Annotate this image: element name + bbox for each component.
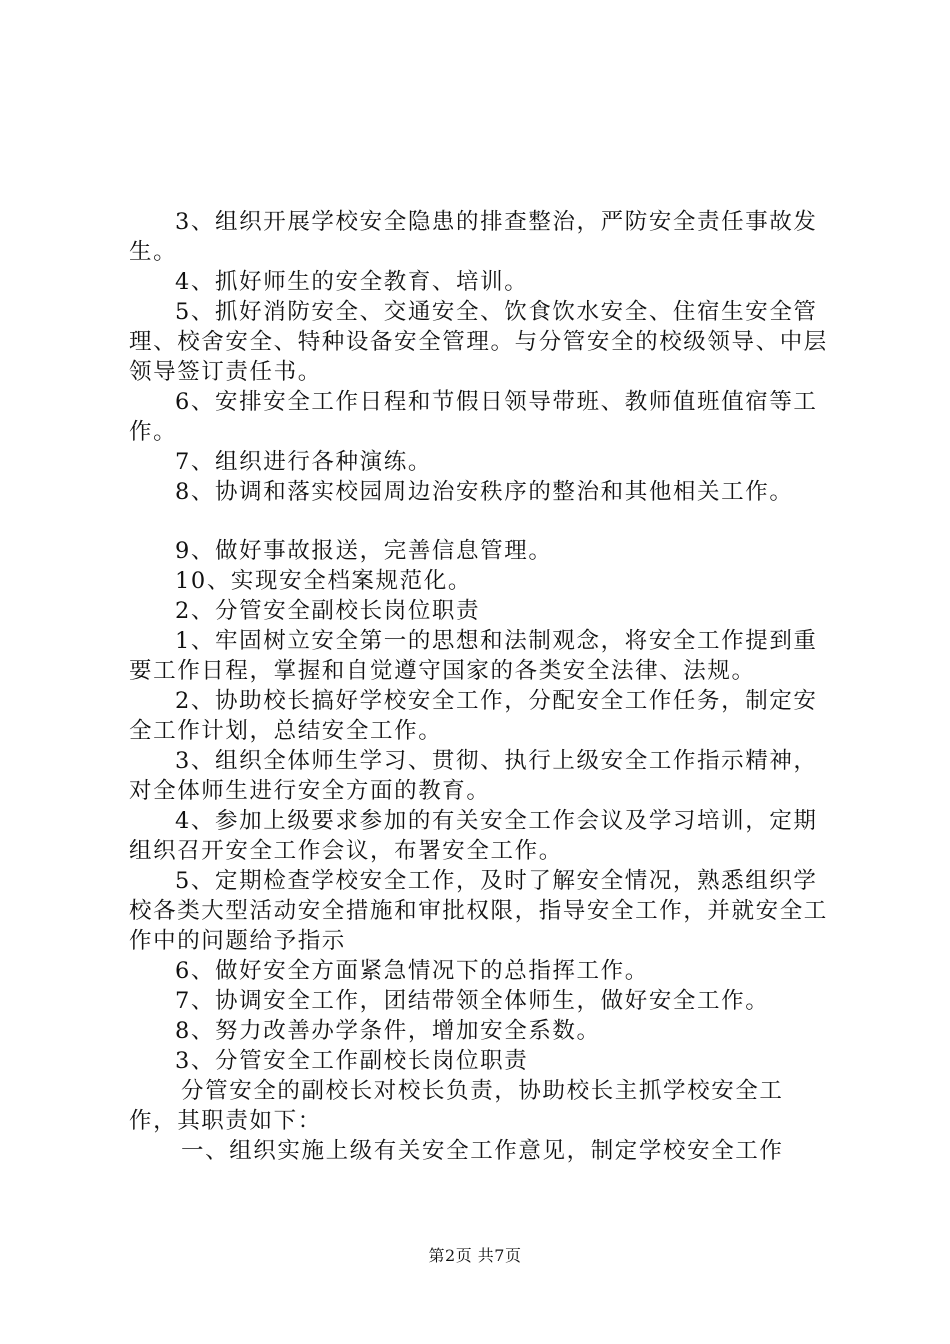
paragraph: 一、组织实施上级有关安全工作意见，制定学校安全工作 <box>181 1138 784 1164</box>
paragraph: 5、抓好消防安全、交通安全、饮食饮水安全、住宿生安全管理、校舍安全、特种设备安全管理。与分管安全的校级领导、中层领导签订责任书。 <box>129 299 828 385</box>
paragraph: 4、参加上级要求参加的有关安全工作会议及学习培训，定期组织召开安全工作会议，布署安全工作。 <box>129 808 818 864</box>
paragraph: 10、实现安全档案规范化。 <box>175 568 472 594</box>
paragraph: 7、组织进行各种演练。 <box>175 449 432 475</box>
paragraph: 7、协调安全工作，团结带领全体师生，做好安全工作。 <box>175 988 770 1014</box>
paragraph: 8、努力改善办学条件，增加安全系数。 <box>175 1018 601 1044</box>
paragraph: 2、协助校长搞好学校安全工作，分配安全工作任务，制定安全工作计划，总结安全工作。 <box>129 688 818 744</box>
paragraph-spacer <box>129 507 829 536</box>
paragraph: 4、抓好师生的安全教育、培训。 <box>175 269 529 295</box>
paragraph: 1、牢固树立安全第一的思想和法制观念，将安全工作提到重要工作日程，掌握和自觉遵守国家的各类安全法律、法规。 <box>129 628 818 684</box>
paragraph: 分管安全的副校长对校长负责，协助校长主抓学校安全工作，其职责如下： <box>129 1078 784 1134</box>
document-body <box>129 207 829 1166</box>
paragraph: 3、组织全体师生学习、贯彻、执行上级安全工作指示精神，对全体师生进行安全方面的教育。 <box>129 748 818 804</box>
page-number-footer: 第2页 共7页 <box>428 1246 522 1265</box>
section-heading: 3、分管安全工作副校长岗位职责 <box>175 1048 529 1074</box>
paragraph: 5、定期检查学校安全工作，及时了解安全情况，熟悉组织学校各类大型活动安全措施和审批权限，指导安全工作，并就安全工作中的问题给予指示 <box>129 868 828 954</box>
paragraph: 3、组织开展学校安全隐患的排查整治，严防安全责任事故发生。 <box>129 209 818 265</box>
section-heading: 2、分管安全副校长岗位职责 <box>175 598 481 624</box>
paragraph: 8、协调和落实校园周边治安秩序的整治和其他相关工作。 <box>175 479 794 505</box>
paragraph: 9、做好事故报送，完善信息管理。 <box>175 538 553 564</box>
paragraph: 6、安排安全工作日程和节假日领导带班、教师值班值宿等工作。 <box>129 389 818 445</box>
paragraph: 6、做好安全方面紧急情况下的总指挥工作。 <box>175 958 649 984</box>
